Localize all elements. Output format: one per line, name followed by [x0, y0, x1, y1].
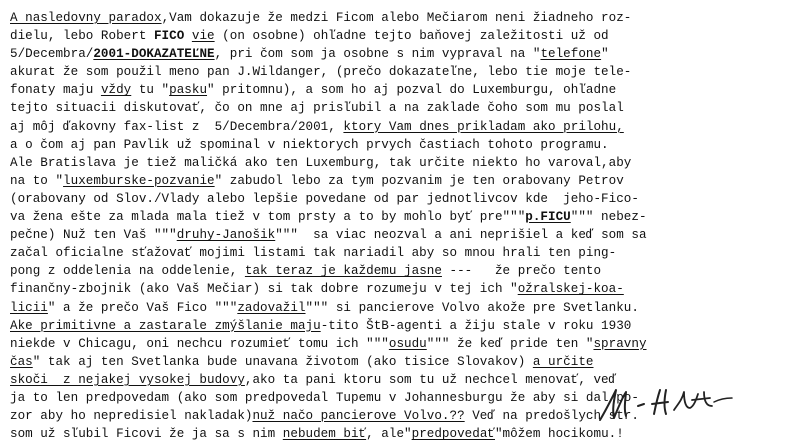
text-line [10, 208, 795, 226]
underlined-text: vie [191, 29, 215, 44]
text-segment: na to " [10, 173, 64, 188]
text-line [10, 154, 795, 172]
underlined-text: pasku [169, 83, 208, 98]
text-line [10, 299, 795, 317]
text-line [10, 136, 795, 154]
text-line [10, 9, 795, 27]
text-segment: FICO [153, 29, 185, 44]
underlined-text: ožralskej-koa- [517, 282, 624, 297]
underlined-text: nebudem biť [282, 427, 367, 442]
text-segment: , ale" [366, 427, 412, 442]
underlined-text: druhy-Janošik [176, 228, 276, 243]
text-segment: niekde v Chicagu, oni nechcu rozumieť tomu ich """ [10, 336, 389, 351]
underlined-text: luxemburske-pozvanie [63, 173, 215, 188]
text-line [10, 172, 795, 190]
text-line [10, 118, 795, 136]
handwritten-signature [592, 380, 752, 426]
text-line [10, 99, 795, 117]
letter-text [10, 9, 795, 443]
text-segment: " [601, 47, 609, 62]
text-segment: " pritomnu), a som ho aj pozval do Luxemburgu, ohľadne [207, 83, 617, 98]
underlined-text: p.FICU [525, 210, 571, 225]
underlined-text: tak teraz je každemu jasne [244, 264, 442, 279]
text-segment: " a že prečo Vaš Fico """ [47, 300, 238, 315]
text-segment: ja to len predpovedam (ako som predpovedal Tupemu v Johannesburgu že aby si dal po- [10, 390, 639, 405]
text-segment: Veď na predošlych str. [464, 409, 639, 424]
text-segment: ,ako ta pani ktoru som tu už nechcel menovať, veď [244, 372, 617, 387]
text-segment: va žena ešte za mlada mala tiež v tom prsty a to by mohlo byť pre""" [10, 210, 526, 225]
underlined-text: Ake primitivne a zastarale zmýšlanie maju [10, 318, 321, 333]
text-segment: začal oficialne sťažovať mojimi listami tak nariadil aby so mnou hrali ten ping- [10, 246, 617, 261]
underlined-text: vždy [100, 83, 132, 98]
text-segment: tu " [131, 83, 170, 98]
text-segment: 5/Decembra/ [10, 47, 94, 62]
text-segment: aj môj ďakovny fax-list z 5/Decembra/2001, [10, 119, 344, 134]
underlined-text: 2001-DOKAZATEĽNE [93, 47, 215, 62]
text-segment: """ že keď pride ten " [426, 336, 594, 351]
text-segment: """ si pancierove Volvo akože pre Svetlanku. [305, 300, 639, 315]
text-segment: (orabovany od Slov./Vlady alebo lepšie povedane od par jednotlivcov kde jeho-Fico- [10, 191, 639, 206]
text-line [10, 81, 795, 99]
text-line [10, 190, 795, 208]
text-segment: finančny-zbojnik (ako Vaš Mečiar) si tak dobre rozumeju v tej ich " [10, 282, 518, 297]
text-segment: som už sľubil Ficovi že ja sa s nim [10, 427, 283, 442]
text-segment: Ale Bratislava je tiež maličká ako ten Luxemburg, tak určite niekto ho varoval,aby [10, 155, 632, 170]
text-segment: fonaty maju [10, 83, 101, 98]
text-line [10, 317, 795, 335]
underlined-text: osudu [388, 336, 427, 351]
text-segment: """ sa viac neozval a ani neprišiel a keď som sa [275, 228, 647, 243]
text-line [10, 335, 795, 353]
underlined-text: skoči z nejakej vysokej budovy [10, 372, 245, 387]
underlined-text: licii [10, 300, 48, 315]
underlined-text: nuž načo pancierove Volvo.?? [252, 409, 465, 424]
text-segment: pečne) Nuž ten Vaš """ [10, 228, 177, 243]
text-segment: --- že prečo tento [441, 264, 602, 279]
text-segment: akurat že som použil meno pan J.Wildanger, (prečo dokazateľne, lebo tie moje tele- [10, 65, 632, 80]
text-segment: pong z oddelenia na oddelenie, [10, 264, 245, 279]
text-line [10, 353, 795, 371]
text-segment: (on osobne) ohľadne tejto baňovej zaležitosti už od [214, 29, 609, 44]
text-segment [184, 29, 192, 43]
underlined-text: telefone [540, 47, 602, 62]
text-segment: ,Vam dokazuje že medzi Ficom alebo Mečiarom neni žiadneho roz- [161, 11, 632, 25]
text-segment: dielu, lebo Robert [10, 29, 154, 44]
text-line [10, 425, 795, 443]
underlined-text: a určite [532, 354, 594, 369]
text-segment: "môžem hocikomu.! [494, 427, 624, 442]
underlined-text: A nasledovny paradox [10, 11, 162, 25]
text-line [10, 27, 795, 45]
text-line [10, 63, 795, 81]
underlined-text: zadovažil [237, 300, 306, 315]
text-segment: -tito ŠtB-agenti a žiju stale v roku 1930 [320, 318, 632, 333]
underlined-text: čas [10, 354, 33, 369]
underlined-text: spravny [593, 336, 647, 351]
text-segment: """ nebez- [570, 210, 647, 225]
text-line [10, 45, 795, 63]
text-segment: zor aby ho nepredisiel nakladak) [10, 409, 253, 424]
underlined-text: ktory Vam dnes prikladam ako prilohu, [343, 119, 624, 134]
text-line [10, 262, 795, 280]
text-line [10, 226, 795, 244]
text-segment: tejto situacii diskutovať, čo on mne aj prisľubil a na zaklade čoho som mu poslal [10, 101, 624, 116]
text-segment: " zabudol lebo za tym pozvanim je ten orabovany Petrov [214, 173, 624, 188]
underlined-text: predpovedať [411, 427, 495, 442]
text-segment: a o čom aj pan Pavlik už spominal v niektorych prvych častiach tohoto programu. [10, 137, 609, 152]
text-line [10, 280, 795, 298]
text-line [10, 244, 795, 262]
text-segment: , pri čom som ja osobne s nim vypraval na " [214, 47, 541, 62]
text-segment: " tak aj ten Svetlanka bude unavana životom (ako tisice Slovakov) [32, 354, 533, 369]
